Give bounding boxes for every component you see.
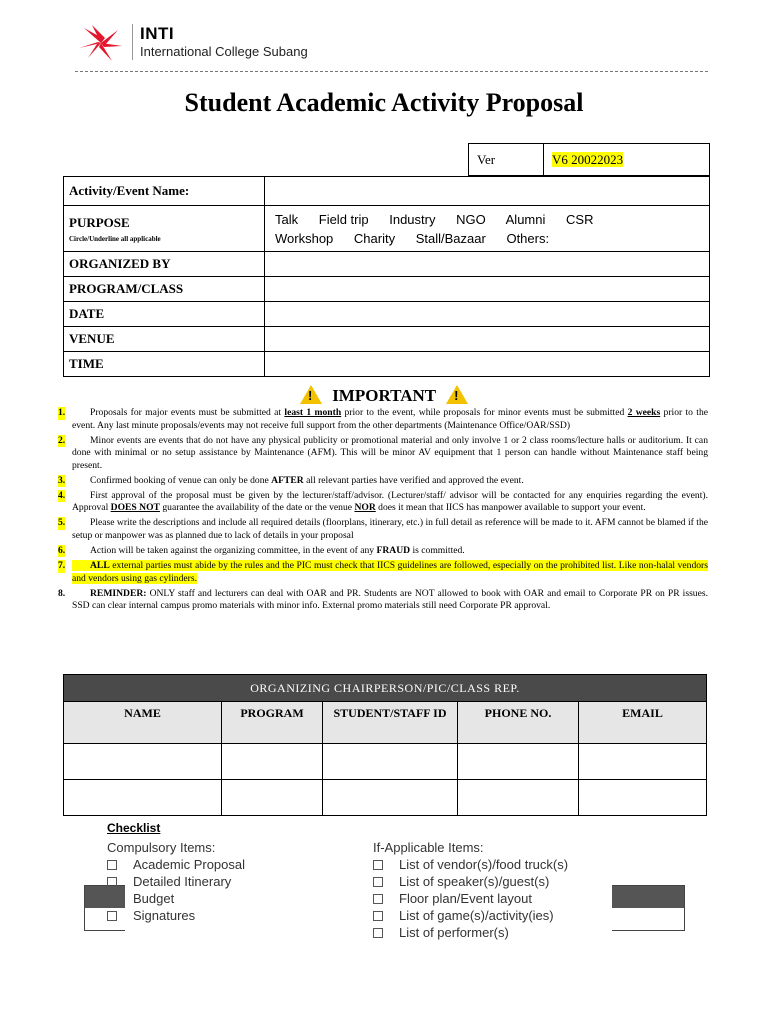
col-name: NAME — [64, 702, 222, 744]
important-heading — [0, 385, 768, 406]
col-email: EMAIL — [579, 702, 707, 744]
checklist-item[interactable] — [373, 890, 568, 907]
version-table — [468, 143, 710, 176]
note-text: all relevant parties have verified and approved the event. — [303, 474, 524, 486]
note-emphasis: DOES NOT — [110, 502, 160, 514]
organized-by-field[interactable] — [265, 252, 710, 277]
version-label: Ver — [469, 144, 544, 176]
col-phone: PHONE NO. — [458, 702, 579, 744]
checklist-item[interactable] — [373, 856, 568, 873]
venue-field[interactable] — [265, 327, 710, 352]
checklist-item-label: List of speaker(s)/guest(s) — [399, 874, 550, 889]
organized-by-label: ORGANIZED BY — [64, 252, 265, 277]
checkbox-icon[interactable] — [373, 928, 383, 938]
hidden-table-fragment — [612, 885, 685, 931]
compulsory-heading: Compulsory Items: — [107, 840, 216, 855]
table-row — [64, 780, 707, 816]
page-title: Student Academic Activity Proposal — [184, 88, 584, 117]
note-number: 5. — [58, 517, 66, 529]
checkbox-icon[interactable] — [107, 911, 117, 921]
header-divider — [75, 71, 708, 72]
checklist-item-label: Detailed Itinerary — [133, 874, 232, 889]
cell-phone[interactable] — [458, 744, 579, 780]
purpose-row-1 — [275, 210, 704, 229]
checklist-item-label: Signatures — [133, 908, 196, 923]
checklist-item[interactable] — [107, 890, 245, 907]
time-field[interactable] — [265, 352, 710, 377]
note-emphasis: ALL — [90, 560, 110, 572]
note-number: 4. — [58, 489, 66, 501]
compulsory-column — [107, 839, 245, 924]
note-text: prior to the event. Any last minute proposals/events may not receive full support from the other departments (Maintenance Office/OAR/SSD) — [72, 407, 709, 431]
table-row — [64, 744, 707, 780]
cell-email[interactable] — [579, 744, 707, 780]
cell-id[interactable] — [323, 780, 458, 816]
program-class-label: PROGRAM/CLASS — [64, 277, 265, 302]
checklist-item-label: List of game(s)/activity(ies) — [399, 908, 554, 923]
important-title: IMPORTANT — [332, 386, 436, 405]
cell-id[interactable] — [323, 744, 458, 780]
note-text: Please write the descriptions and include all required details (floorplans, itinerary, etc.) in full detail as reference will be made to it. AFM cannot be blamed if the setup or manpower was as planned due to lack of details in your proposal — [72, 517, 708, 541]
note-text: Proposals for major events must be submitted at — [90, 407, 285, 418]
purpose-option[interactable]: Industry — [389, 211, 436, 227]
purpose-options — [265, 206, 710, 252]
venue-label: VENUE — [64, 327, 265, 352]
note-7 — [58, 560, 708, 585]
note-number: 1. — [58, 407, 66, 418]
cell-phone[interactable] — [458, 780, 579, 816]
date-field[interactable] — [265, 302, 710, 327]
date-label: DATE — [64, 302, 265, 327]
cell-program[interactable] — [222, 780, 323, 816]
note-emphasis: 2 weeks — [627, 407, 661, 418]
note-number: 3. — [58, 474, 66, 486]
checklist-item[interactable] — [373, 924, 568, 941]
note-text: is committed. — [410, 544, 465, 556]
important-notes — [58, 407, 708, 615]
program-class-field[interactable] — [265, 277, 710, 302]
purpose-option[interactable]: Talk — [275, 211, 299, 227]
purpose-option[interactable]: CSR — [566, 211, 594, 227]
purpose-option[interactable]: Others: — [506, 230, 550, 246]
note-text: First approval of the proposal must be given by the lecturer/staff/advisor. (Lecturer/staff/ advisor will be contacted for any enquiries regarding the event). Approval — [72, 489, 708, 514]
purpose-row-2 — [275, 229, 704, 248]
note-4 — [58, 490, 708, 515]
note-text: Confirmed booking of venue can only be done — [90, 474, 272, 486]
checklist-item-label: List of performer(s) — [399, 925, 509, 940]
checkbox-icon[interactable] — [373, 911, 383, 921]
checklist-item[interactable] — [107, 907, 245, 924]
applicable-heading: If-Applicable Items: — [373, 840, 484, 855]
checkbox-icon[interactable] — [107, 894, 117, 904]
note-emphasis: NOR — [354, 502, 376, 514]
note-5 — [58, 517, 708, 542]
header — [78, 22, 398, 68]
purpose-option[interactable]: NGO — [456, 211, 486, 227]
checklist-item-label: Floor plan/Event layout — [399, 891, 532, 906]
note-number: 8. — [58, 587, 66, 599]
checkbox-icon[interactable] — [373, 877, 383, 887]
purpose-option[interactable]: Workshop — [275, 230, 334, 246]
cell-name[interactable] — [64, 744, 222, 780]
inti-logo-icon — [78, 24, 124, 62]
purpose-label-cell — [64, 206, 265, 252]
checklist-item[interactable] — [107, 873, 245, 890]
note-text: external parties must abide by the rules and the PIC must check that IICS guidelines are followed, especially on the prohibited list. Like non-halal vendors and vendors using gas cylinders. — [72, 560, 708, 584]
checklist — [107, 821, 707, 940]
note-number: 6. — [58, 544, 66, 556]
cell-name[interactable] — [64, 780, 222, 816]
organizing-table — [63, 674, 707, 816]
warning-icon — [446, 385, 468, 404]
note-emphasis: AFTER — [271, 474, 304, 486]
purpose-option[interactable]: Alumni — [505, 211, 546, 227]
checklist-item-label: List of vendor(s)/food truck(s) — [399, 857, 569, 872]
cell-program[interactable] — [222, 744, 323, 780]
checkbox-icon[interactable] — [107, 860, 117, 870]
note-emphasis: REMINDER: — [90, 587, 147, 599]
cell-email[interactable] — [579, 780, 707, 816]
version-value: V6 20022023 — [552, 151, 624, 167]
note-text: guarantee the availability of the date or the venue — [159, 502, 355, 514]
warning-icon — [300, 385, 322, 404]
purpose-option[interactable]: Field trip — [318, 211, 369, 227]
note-text: Action will be taken against the organizing committee, in the event of any — [90, 544, 377, 556]
organizing-caption: ORGANIZING CHAIRPERSON/PIC/CLASS REP. — [64, 675, 707, 702]
brand-name: INTI — [140, 24, 175, 43]
note-text: does it mean that IICS has manpower available to support your event. — [375, 502, 646, 514]
note-2 — [58, 435, 708, 473]
col-program: PROGRAM — [222, 702, 323, 744]
col-student-staff-id: STUDENT/STAFF ID — [323, 702, 458, 744]
purpose-note: Circle/Underline all applicable — [69, 234, 161, 243]
note-text: Minor events are events that do not have any physical publicity or promotional material and only involve 1 or 2 class rooms/lecture halls or auditorium. It can done with minimal or no setup assistance by Maintenance (AFM). This will be minor AV equipment that 1 person can handle without Maintenance staff being present. — [72, 434, 708, 471]
version-value-cell — [544, 144, 710, 176]
applicable-column — [373, 839, 568, 941]
checklist-item-label: Academic Proposal — [133, 857, 245, 872]
note-3 — [58, 475, 708, 488]
note-number: 2. — [58, 434, 66, 446]
activity-form — [63, 176, 710, 377]
purpose-option[interactable]: Charity — [353, 230, 396, 246]
checklist-title: Checklist — [107, 821, 161, 835]
time-label: TIME — [64, 352, 265, 377]
note-emphasis: least 1 month — [284, 407, 342, 418]
brand-subtitle: International College Subang — [140, 44, 308, 59]
brand — [140, 24, 308, 60]
note-1 — [58, 407, 708, 432]
activity-name-field[interactable] — [265, 177, 710, 206]
checklist-item-label: Budget — [133, 891, 175, 906]
purpose-label: PURPOSE — [69, 214, 130, 230]
note-number: 7. — [58, 560, 66, 572]
note-text: prior to the event, while proposals for minor events must be submitted — [341, 407, 628, 418]
checkbox-icon[interactable] — [107, 877, 117, 887]
activity-name-label: Activity/Event Name: — [64, 177, 265, 206]
logo-divider — [132, 24, 133, 60]
checklist-item[interactable] — [373, 907, 568, 924]
checklist-item[interactable] — [373, 873, 568, 890]
checklist-item[interactable] — [107, 856, 245, 873]
note-text: ONLY staff and lecturers can deal with OAR and PR. Students are NOT allowed to book with OAR and email to Corporate PR on PR issues. SSD can clear internal campus promo materials with minor info. External promo materials still need Corporate PR approval. — [72, 587, 708, 612]
note-emphasis: FRAUD — [376, 544, 411, 556]
purpose-option[interactable]: Stall/Bazaar — [415, 230, 486, 246]
checkbox-icon[interactable] — [373, 894, 383, 904]
checkbox-icon[interactable] — [373, 860, 383, 870]
note-8 — [58, 588, 708, 613]
note-6 — [58, 545, 708, 558]
